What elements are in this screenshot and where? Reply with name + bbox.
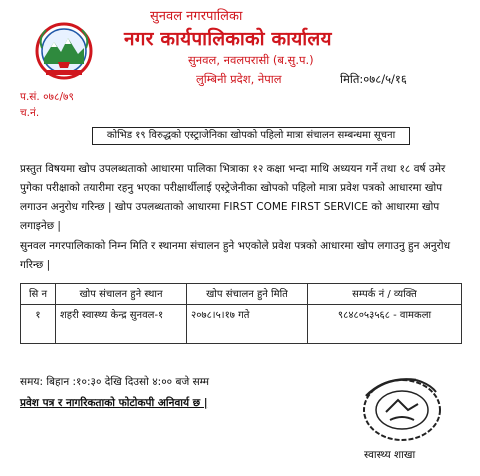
office-name: नगर कार्यपालिकाको कार्यालय bbox=[124, 28, 332, 50]
letter-number: प.सं. ०७८/७९ bbox=[20, 91, 74, 103]
table-cell: १ bbox=[21, 305, 56, 344]
body-paragraph-2: सुनवल नगरपालिकाको निम्न मिति र स्थानमा संचालन हुने भएकोले प्रवेश पत्रको आधारमा खोप लगाउनु हुन अनुरोध गरिन्छ | bbox=[20, 240, 451, 271]
subject-box: कोभिड १९ विरुद्धको एस्ट्राजेनिका खोपको पहिलो मात्रा संचालन सम्बन्धमा सूचना bbox=[92, 127, 410, 145]
table-header-cell: सम्पर्क नं / व्यक्ति bbox=[308, 284, 462, 305]
province-name: लुम्बिनी प्रदेश, नेपाल bbox=[196, 72, 282, 86]
health-section-signature: स्वास्थ्य शाखा bbox=[364, 449, 416, 461]
table-cell: शहरी स्वास्थ्य केन्द्र सुनवल-१ bbox=[56, 305, 187, 344]
municipality-name: सुनवल नगरपालिका bbox=[150, 9, 243, 24]
letter-date: मिति:०७८/५/१६ bbox=[340, 72, 407, 86]
table-header-cell: खोप संचालन हुने मिति bbox=[187, 284, 308, 305]
office-stamp-icon bbox=[356, 374, 448, 446]
service-time: समय: बिहान :१०:३० देखि दिउसो ४:०० बजे सम्म bbox=[20, 376, 210, 388]
table-header-cell: खोप संचालन हुने स्थान bbox=[56, 284, 187, 305]
vaccination-schedule-table bbox=[20, 283, 462, 344]
government-emblem-icon bbox=[34, 20, 94, 80]
table-cell: २०७८।५।१७ गते bbox=[187, 305, 308, 344]
body-paragraph-1: प्रस्तुत विषयमा खोप उपलब्धताको आधारमा पालिका भित्राका १२ कक्षा भन्दा माथि अध्ययन गर्ने तथा १८ वर्ष उमेर पुगेका परीक्षाको तयारीमा रहनु भएका परीक्षार्थीलाई एस्ट्रेजेनीका खोपको पहिलो मात्रा प्रवेश पत्रको आधारमा खोप लगाउन अनुरोध गरिन्छ | खोप उपलब्धताको आधारमा FIRST COME FIRST SERVICE को आधारमा खोप लगाइनेछ | bbox=[20, 163, 446, 232]
table-header-row bbox=[21, 284, 462, 305]
table-row bbox=[21, 305, 462, 344]
table-header-cell: सि न bbox=[21, 284, 56, 305]
office-address: सुनवल, नवलपरासी (ब.सु.प.) bbox=[188, 53, 314, 67]
dispatch-number: च.नं. bbox=[20, 107, 40, 119]
table-cell: ९८४८०५३५६८ - वामकला bbox=[308, 305, 462, 344]
required-documents-notice: प्रवेश पत्र र नागरिकताको फोटोकपी अनिवार्य छ | bbox=[20, 397, 208, 409]
